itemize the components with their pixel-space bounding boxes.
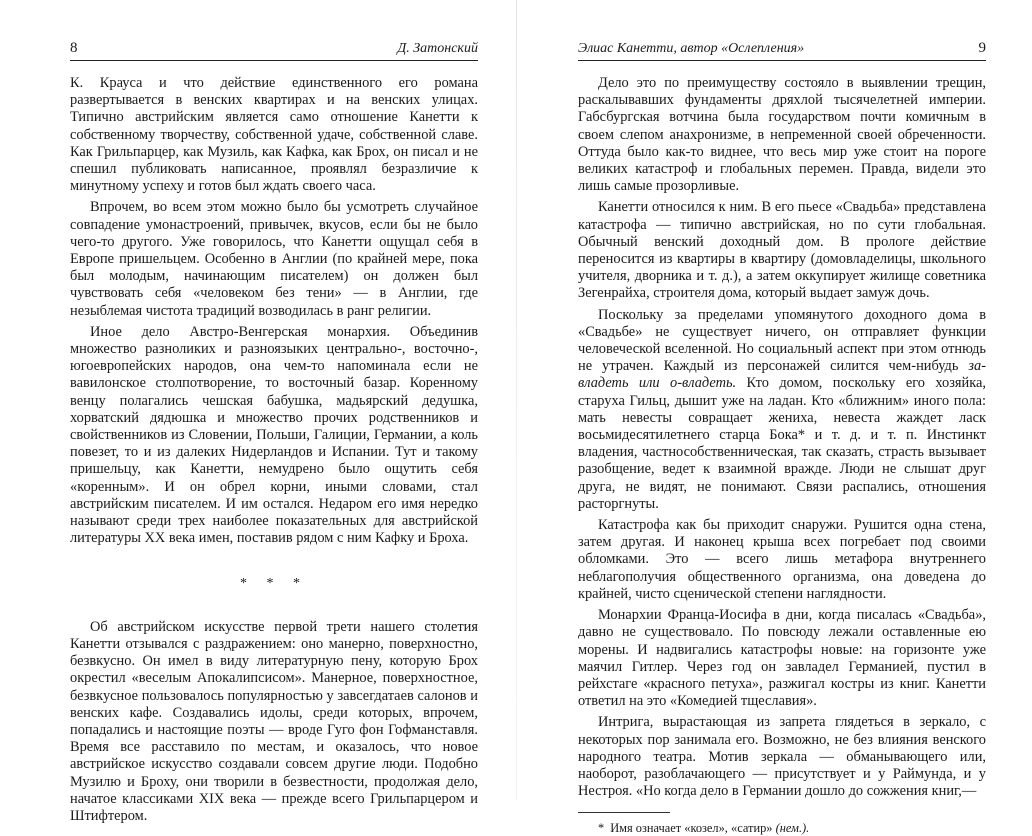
paragraph bbox=[578, 307, 986, 513]
left-page-number: 8 bbox=[70, 40, 78, 56]
right-page-body bbox=[578, 75, 986, 836]
right-running-head bbox=[578, 38, 986, 61]
left-page bbox=[70, 38, 478, 824]
paragraph: Впрочем, во всем этом можно было бы усмотреть случайное совпадение умонастроений, привычек, вкусов, если бы не было чего-то другого. Уже говорилось, что Канетти ощущал себя в Европе пришельцем. Особенно в Англии (по крайней мере, пока был молодым, начинающим писателем) он должен был чувствовать себя «человеком без тени» — в Англии, где незыблемая чистота традиций возводилась в ранг религии. bbox=[70, 199, 478, 319]
paragraph-text: Поскольку за пределами упомянутого доходного дома в «Свадьбе» не существует ничего, он отправляет функции человеческой вселенной. Но социальный аспект при этом отнюдь не утрачен. Каждый из персонажей силится чем-нибудь bbox=[578, 306, 986, 375]
right-page-number: 9 bbox=[978, 40, 986, 56]
footnote-mark: * bbox=[598, 821, 605, 836]
footnote-note: (нем.). bbox=[775, 821, 810, 836]
footnote bbox=[578, 821, 986, 836]
footnote-rule bbox=[578, 812, 670, 813]
paragraph: Дело это по преимуществу состояло в выявлении трещин, раскалывавших фундаменты дряхлой тысячелетней империи. Габсбургская вотчина была государством почти комичным в своем слепом анахронизме, в непременной своей обреченности. Оттуда было как-то виднее, что весь мир уже стоит на пороге великих катастроф и глобальных перемен. Правда, видели это лишь самые прозорливые. bbox=[578, 75, 986, 195]
paragraph-text: Кто домом, поскольку его хозяйка, старуха Гильц, дышит уже на ладан. Кто «ближним» иного пола: мать невесты совращает жениха, невеста жаждет ласк восьмидесятилетнего старца Бока* и т. д. и т. п. Инстинкт владения, частнособственническая, так сказать, страсть вызывает разобщение, ведет к взаимной вражде. Люди не слышат друг друга, не видят, не понимают. Связи распались, отношения расторгнуты. bbox=[578, 375, 986, 512]
left-running-title: Д. Затонский bbox=[397, 41, 478, 56]
paragraph: Катастрофа как бы приходит снаружи. Рушится одна стена, затем другая. И наконец крыша всех погребает под своими обломками. Это — всего лишь метафора внутреннего неблагополучия общественного организма, она доведена до крайней, чисто сценической степени наглядности. bbox=[578, 517, 986, 602]
right-running-title: Элиас Канетти, автор «Ослепления» bbox=[578, 41, 805, 56]
left-running-head bbox=[70, 38, 478, 61]
paragraph: К. Крауса и что действие единственного его романа развертывается в венских квартирах и на венских улицах. Типично австрийским является само отношение Канетти к собственному творчеству, собственной удаче, собственной славе. Как Грильпарцер, как Музиль, как Кафка, как Брох, он писал и не спешил публиковать написанное, проявлял безразличие к минутному успеху и готов был ждать своего часа. bbox=[70, 75, 478, 195]
left-page-body bbox=[70, 75, 478, 825]
paragraph: Канетти относился к ним. В его пьесе «Свадьба» представлена катастрофа — типично австрийская, но по сути глобальная. Обычный венский доходный дом. В прологе действие переносится из квартиры в квартиру (домовладелицы, школьного учителя, дворника и т. д.), а затем оккупирует жилище советника Зегенрайха, строителя дома, который выдает замуж дочь. bbox=[578, 199, 986, 302]
paragraph: Об австрийском искусстве первой трети нашего столетия Канетти отзывался с раздражением: оно манерно, поверхностно, безвкусно. Он имел в виду литературную пену, которую Брох окрестил «веселым Апокалипсисом». Манерное, поверхностное, безвкусное пользовалось популярностью у завсегдатаев салонов и венских кафе. Создавались идолы, среди которых, впрочем, попадались и настоящие поэты — вроде Гуго фон Гофманставля. Время все расставило по местам, и оказалось, что новое австрийское искусство создавали совсем другие люди. Подобно Музилю и Броху, они творили в безвестности, продолжая дело, начатое классиками XIX века — прежде всего Грильпарцером и Штифтером. bbox=[70, 618, 478, 824]
paragraph: Интрига, вырастающая из запрета глядеться в зеркало, с некоторых пор занимала его. Возможно, не без влияния венского народного театра. Мотив зеркала — обманывающего или, наоборот, разоблачающего — присутствует и у Раймунда, и у Нестроя. «Но когда дело в Германии дошло до сожжения книг,— bbox=[578, 714, 986, 800]
footnote-text: Имя означает «козел», «сатир» bbox=[610, 821, 773, 836]
emphasis-text: за-владеть или о-владеть. bbox=[578, 358, 986, 392]
right-page bbox=[578, 38, 986, 836]
section-separator: * * * bbox=[240, 576, 308, 592]
paragraph: Иное дело Австро-Венгерская монархия. Объединив множество разноликих и разноязыких центрально-, восточно-, югоевропейских народов, она чем-то напоминала если не вавилонское столпотворение, то восточный базар. Коренному венцу полагались чешская бабушка, мадьярский дедушка, хорватский дядюшка и множество прочих родственников и свойственников из Словении, Польши, Галиции, Германии, а коль повезет, то и из далеких Нидерландов и Испании. Тут и такому пришельцу, как Канетти, немудрено было ощутить себя «коренным». И он обрел корни, иными словами, стал австрийским писателем. И им остался. Недаром его имя нередко называют среди трех наиболее показательных для австрийской литературы XX века имен, поставив рядом с ним Кафку и Броха. bbox=[70, 323, 478, 547]
paragraph: Монархии Франца-Иосифа в дни, когда писалась «Свадьба», давно не существовало. По повсюду лежали оставленные ею морены. И надвигались катастрофы новые: на горизонте уже маячил Гитлер. Через год он завладел Германией, пустил в рейхстаге «красного петуха», разжигал костры из книг. Канетти ответил на это «Комедией тщеславия». bbox=[578, 607, 986, 710]
book-gutter bbox=[516, 0, 517, 800]
